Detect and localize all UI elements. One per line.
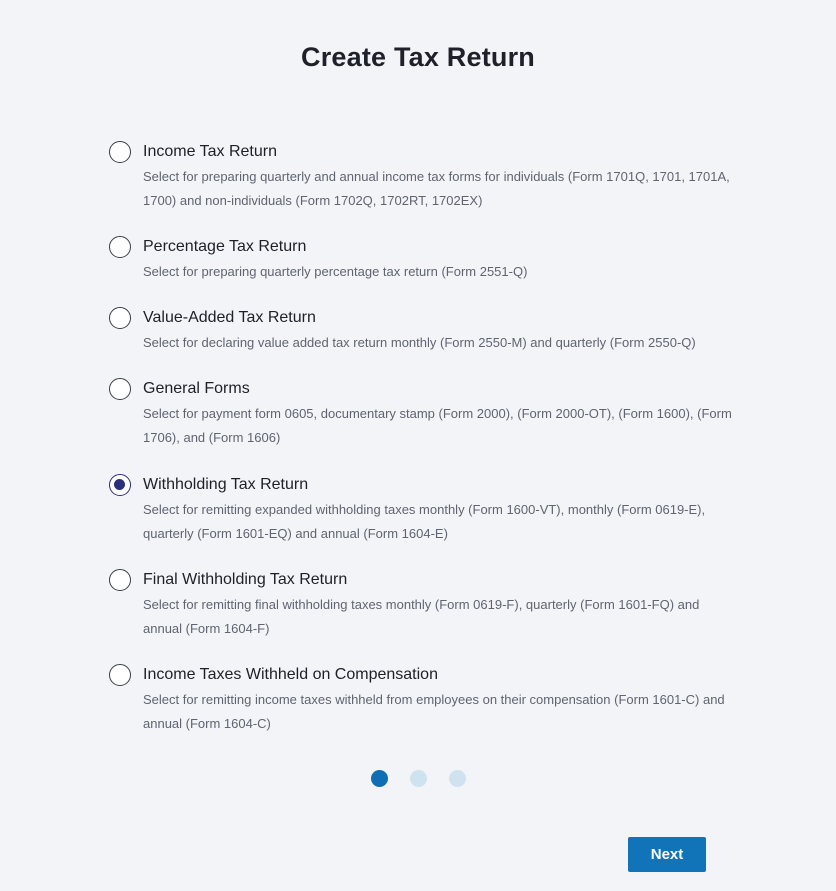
radio-button-selected[interactable] — [109, 474, 131, 496]
option-description: Select for remitting final withholding taxes monthly (Form 0619-F), quarterly (Form 1601-FQ) and annual (Form 1604-F) — [143, 597, 700, 636]
option-title: Income Taxes Withheld on Compensation — [143, 666, 438, 683]
option-description: Select for preparing quarterly percentage tax return (Form 2551-Q) — [143, 264, 528, 279]
page-title: Create Tax Return — [301, 42, 535, 72]
next-button[interactable]: Next — [628, 837, 706, 872]
radio-button[interactable] — [109, 236, 131, 258]
option-percentage-tax-return[interactable] — [109, 235, 729, 306]
option-final-withholding-tax-return[interactable] — [109, 568, 729, 663]
pagination-dots — [371, 770, 466, 787]
page-dot-2[interactable] — [410, 770, 427, 787]
option-withholding-tax-return[interactable] — [109, 473, 729, 568]
option-title: Withholding Tax Return — [143, 476, 309, 493]
option-value-added-tax-return[interactable] — [109, 306, 729, 377]
tax-return-options — [109, 140, 732, 758]
option-title: Income Tax Return — [143, 143, 277, 160]
option-title: Value-Added Tax Return — [143, 309, 316, 326]
option-general-forms[interactable] — [109, 377, 732, 473]
radio-button[interactable] — [109, 378, 131, 400]
radio-button[interactable] — [109, 307, 131, 329]
option-description: Select for remitting income taxes withheld from employees on their compensation (Form 1601-C) and annual (Form 1604-C) — [143, 692, 725, 731]
option-description: Select for payment form 0605, documentary stamp (Form 2000), (Form 2000-OT), (Form 1600), (Form 1706), and (Form 1606) — [143, 406, 732, 445]
radio-button[interactable] — [109, 664, 131, 686]
radio-button[interactable] — [109, 141, 131, 163]
option-title: Percentage Tax Return — [143, 238, 307, 255]
radio-button[interactable] — [109, 569, 131, 591]
option-income-taxes-withheld-on-compensation[interactable] — [109, 663, 729, 758]
page-dot-3[interactable] — [449, 770, 466, 787]
option-title: General Forms — [143, 380, 250, 397]
option-description: Select for declaring value added tax return monthly (Form 2550-M) and quarterly (Form 2550-Q) — [143, 335, 696, 350]
page-dot-1[interactable] — [371, 770, 388, 787]
option-description: Select for preparing quarterly and annual income tax forms for individuals (Form 1701Q, 1701, 1701A, 1700) and non-individuals (Form 1702Q, 1702RT, 1702EX) — [143, 169, 730, 208]
option-title: Final Withholding Tax Return — [143, 571, 348, 588]
option-description: Select for remitting expanded withholding taxes monthly (Form 1600-VT), monthly (Form 0619-E), quarterly (Form 1601-EQ) and annual (Form 1604-E) — [143, 502, 706, 541]
option-income-tax-return[interactable] — [109, 140, 729, 235]
